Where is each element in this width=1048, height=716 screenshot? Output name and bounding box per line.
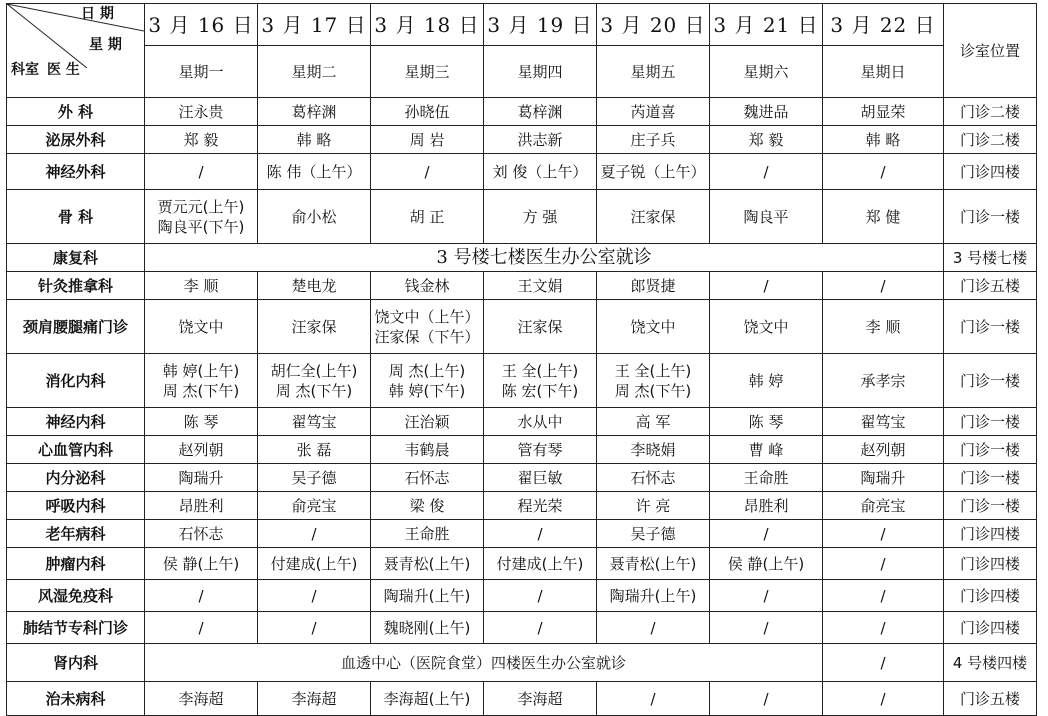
department-cell: 老年病科 [7,520,145,548]
doctor-cell: 钱金林 [371,272,484,300]
department-cell: 风湿免疫科 [7,580,145,612]
doctor-cell: 昂胜利 [145,492,258,520]
doctor-cell [484,354,597,408]
doctor-cell: / [258,520,371,548]
location-cell: 门诊一楼 [944,354,1037,408]
doctor-cell: 魏晓刚(上午) [371,612,484,644]
doctor-cell: 陈 琴 [145,408,258,436]
department-cell: 肾内科 [7,644,145,682]
doctor-cell: 李海超 [145,682,258,716]
location-header: 诊室位置 [944,4,1037,98]
doctor-cell: 郑 毅 [145,126,258,154]
doctor-cell: 张 磊 [258,436,371,464]
doctor-cell: / [597,682,710,716]
department-cell: 心血管内科 [7,436,145,464]
table-row [7,272,1037,300]
doctor-cell: 芮道喜 [597,98,710,126]
doctor-cell [597,354,710,408]
doctor-cell: 葛梓渊 [484,98,597,126]
table-row [7,300,1037,354]
doctor-cell: 付建成(上午) [484,548,597,580]
doctor-cell: / [823,548,944,580]
doctor-cell: 李 顺 [145,272,258,300]
doctor-cell: 陶瑞升(上午) [371,580,484,612]
doctor-cell: 李海超 [258,682,371,716]
doctor-cell: 吴子德 [597,520,710,548]
table-row [7,190,1037,244]
doctor-cell: 楚电龙 [258,272,371,300]
doctor-cell: 陶良平 [710,190,823,244]
doctor-cell: / [823,154,944,190]
doctor-cell [145,354,258,408]
doctor-cell: 郑 毅 [710,126,823,154]
location-cell: 门诊四楼 [944,548,1037,580]
weekday-cell: 星期四 [484,46,597,98]
department-cell: 神经内科 [7,408,145,436]
weekday-cell: 星期一 [145,46,258,98]
location-cell: 门诊一楼 [944,436,1037,464]
table-row [7,154,1037,190]
table-row [7,244,1037,272]
doctor-cell [258,354,371,408]
doctor-cell: / [823,520,944,548]
doctor-cell: 汪家保 [484,300,597,354]
doctor-cell: / [710,272,823,300]
doctor-cell: 饶文中 [145,300,258,354]
table-row [7,520,1037,548]
doctor-cell: 韩 略 [823,126,944,154]
doctor-cell: 庄子兵 [597,126,710,154]
table-row [7,580,1037,612]
doctor-cell: 陶瑞升 [823,464,944,492]
doctor-line: 王 全(上午) [614,361,692,380]
table-row [7,612,1037,644]
department-cell: 内分泌科 [7,464,145,492]
location-cell: 门诊五楼 [944,682,1037,716]
weekday-cell: 星期三 [371,46,484,98]
doctor-line: 韩 婷(上午) [162,361,240,380]
doctor-line: 周 杰(下午) [614,381,692,400]
doctor-line: 陶良平(下午) [157,217,245,236]
location-cell: 门诊一楼 [944,190,1037,244]
department-cell: 康复科 [7,244,145,272]
doctor-cell [371,300,484,354]
department-cell: 肺结节专科门诊 [7,612,145,644]
doctor-cell: 陈 伟（上午） [258,154,371,190]
table-row [7,682,1037,716]
doctor-cell: 俞亮宝 [823,492,944,520]
doctor-cell: / [258,580,371,612]
doctor-cell: 郎贤捷 [597,272,710,300]
doctor-cell: / [597,612,710,644]
doctor-cell: 胡显荣 [823,98,944,126]
doctor-cell: 聂青松(上午) [371,548,484,580]
department-cell: 泌尿外科 [7,126,145,154]
doctor-cell: / [823,612,944,644]
doctor-cell: 梁 俊 [371,492,484,520]
doctor-cell: 王文娟 [484,272,597,300]
department-cell: 治未病科 [7,682,145,716]
doctor-cell: 侯 静(上午) [710,548,823,580]
doctor-cell: 承孝宗 [823,354,944,408]
doctor-cell: / [484,580,597,612]
table-row [7,98,1037,126]
doctor-cell: 汪家保 [597,190,710,244]
table-row [7,464,1037,492]
doctor-cell: 翟笃宝 [823,408,944,436]
doctor-cell: 昂胜利 [710,492,823,520]
table-row [7,354,1037,408]
table-row [7,408,1037,436]
doctor-cell: 程光荣 [484,492,597,520]
doctor-cell: 翟笃宝 [258,408,371,436]
date-cell: 3 月 20 日 [597,4,710,46]
doctor-cell: 洪志新 [484,126,597,154]
doctor-cell: 李海超 [484,682,597,716]
doctor-line: 王 全(上午) [501,361,579,380]
doctor-cell: 李海超(上午) [371,682,484,716]
schedule-table [6,3,1037,716]
doctor-cell: 刘 俊（上午） [484,154,597,190]
doctor-cell: 赵列朝 [145,436,258,464]
location-cell: 4 号楼四楼 [944,644,1037,682]
weekday-cell: 星期二 [258,46,371,98]
merged-note-cell: 血透中心（医院食堂）四楼医生办公室就诊 [145,644,823,682]
location-cell: 门诊二楼 [944,98,1037,126]
doctor-cell: / [823,272,944,300]
doctor-cell: 俞亮宝 [258,492,371,520]
doctor-line: 韩 婷(下午) [388,381,466,400]
doctor-cell: 方 强 [484,190,597,244]
location-cell: 门诊四楼 [944,612,1037,644]
corner-dept-label: 科室 [11,62,39,78]
doctor-cell: / [823,580,944,612]
header-weekday-row [7,46,1037,98]
location-cell: 门诊一楼 [944,464,1037,492]
doctor-cell: / [823,682,944,716]
doctor-cell: 聂青松(上午) [597,548,710,580]
doctor-cell: 汪治颖 [371,408,484,436]
merged-note-cell: 3 号楼七楼医生办公室就诊 [145,244,944,272]
table-row [7,548,1037,580]
doctor-cell: / [710,682,823,716]
department-cell: 呼吸内科 [7,492,145,520]
doctor-cell: 俞小松 [258,190,371,244]
doctor-cell: 管有琴 [484,436,597,464]
doctor-cell: 周 岩 [371,126,484,154]
doctor-cell: 李 顺 [823,300,944,354]
doctor-cell: 饶文中 [597,300,710,354]
doctor-line: 周 杰(下午) [162,381,240,400]
corner-date-label: 日 期 [81,6,114,22]
doctor-cell: / [484,520,597,548]
date-cell: 3 月 17 日 [258,4,371,46]
doctor-cell: 陶瑞升(上午) [597,580,710,612]
doctor-cell: 付建成(上午) [258,548,371,580]
doctor-line: 贾元元(上午) [157,197,245,216]
doctor-cell: 王命胜 [710,464,823,492]
doctor-cell: / [710,580,823,612]
department-cell: 外 科 [7,98,145,126]
doctor-cell: / [371,154,484,190]
doctor-cell: 陈 琴 [710,408,823,436]
doctor-cell: / [823,644,944,682]
doctor-cell: 夏子锐（上午） [597,154,710,190]
corner-doctor-label: 医 生 [47,62,80,78]
doctor-cell: / [145,612,258,644]
table-row [7,644,1037,682]
doctor-cell: 曹 峰 [710,436,823,464]
doctor-cell: 韦鹤晨 [371,436,484,464]
department-cell: 神经外科 [7,154,145,190]
header-corner-cell [7,4,145,98]
doctor-line: 胡仁全(上午) [270,361,358,380]
doctor-cell: 韩 婷 [710,354,823,408]
location-cell: 3 号楼七楼 [944,244,1037,272]
department-cell: 消化内科 [7,354,145,408]
doctor-cell [371,354,484,408]
department-cell: 针灸推拿科 [7,272,145,300]
doctor-cell: 王命胜 [371,520,484,548]
doctor-cell [145,190,258,244]
doctor-cell: 韩 略 [258,126,371,154]
doctor-cell: / [710,612,823,644]
doctor-line: 饶文中（上午） [374,307,480,326]
location-cell: 门诊四楼 [944,580,1037,612]
table-row [7,126,1037,154]
doctor-cell: 葛梓渊 [258,98,371,126]
doctor-line: 汪家保（下午） [374,327,480,346]
doctor-cell: 赵列朝 [823,436,944,464]
doctor-cell: 郑 健 [823,190,944,244]
date-cell: 3 月 22 日 [823,4,944,46]
weekday-cell: 星期六 [710,46,823,98]
doctor-line: 周 杰(上午) [388,361,466,380]
doctor-cell: 胡 正 [371,190,484,244]
doctor-cell: 魏进品 [710,98,823,126]
doctor-cell: / [145,580,258,612]
corner-diagonal-lines [7,4,145,68]
date-cell: 3 月 19 日 [484,4,597,46]
weekday-cell: 星期日 [823,46,944,98]
date-cell: 3 月 21 日 [710,4,823,46]
doctor-cell: / [710,154,823,190]
doctor-cell: 陶瑞升 [145,464,258,492]
doctor-cell: 李晓娟 [597,436,710,464]
corner-weekday-label: 星 期 [89,37,122,53]
department-cell: 颈肩腰腿痛门诊 [7,300,145,354]
doctor-cell: 石怀志 [145,520,258,548]
doctor-cell: / [710,520,823,548]
doctor-cell: 翟巨敏 [484,464,597,492]
header-date-row [7,4,1037,46]
date-cell: 3 月 18 日 [371,4,484,46]
doctor-cell: 许 亮 [597,492,710,520]
department-cell: 骨 科 [7,190,145,244]
doctor-cell: 吴子德 [258,464,371,492]
doctor-cell: 水从中 [484,408,597,436]
doctor-cell: / [258,612,371,644]
table-row [7,492,1037,520]
doctor-cell: 汪家保 [258,300,371,354]
doctor-line: 周 杰(下午) [275,381,353,400]
doctor-cell: / [484,612,597,644]
doctor-cell: 石怀志 [597,464,710,492]
location-cell: 门诊二楼 [944,126,1037,154]
location-cell: 门诊四楼 [944,154,1037,190]
department-cell: 肿瘤内科 [7,548,145,580]
date-cell: 3 月 16 日 [145,4,258,46]
table-row [7,436,1037,464]
doctor-cell: 侯 静(上午) [145,548,258,580]
doctor-cell: 饶文中 [710,300,823,354]
location-cell: 门诊一楼 [944,408,1037,436]
doctor-cell: 汪永贵 [145,98,258,126]
weekday-cell: 星期五 [597,46,710,98]
doctor-cell: 高 军 [597,408,710,436]
location-cell: 门诊一楼 [944,492,1037,520]
doctor-cell: 石怀志 [371,464,484,492]
doctor-line: 陈 宏(下午) [501,381,579,400]
doctor-cell: 孙晓伍 [371,98,484,126]
doctor-cell: / [145,154,258,190]
location-cell: 门诊一楼 [944,300,1037,354]
location-cell: 门诊四楼 [944,520,1037,548]
location-cell: 门诊五楼 [944,272,1037,300]
